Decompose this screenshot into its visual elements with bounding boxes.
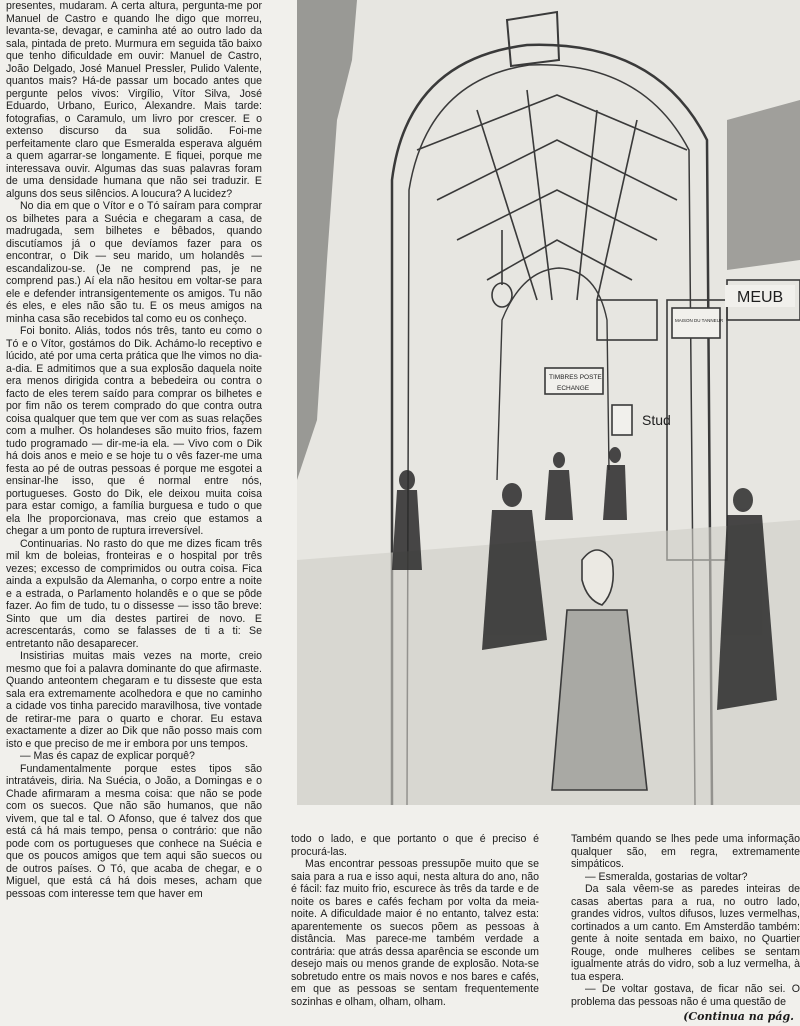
continued-note: (Continua na pág. [683,1010,794,1023]
paragraph: Da sala vêem-se as paredes inteiras de casas abertas para a rua, no outro lado, grandes vidros, vultos difusos, luzes vermelhas, cortinados a um canto. Em Amsterdão também: gente à noite sentada em baixo, no Quartier Rouge, onde mulheres celibes se sentam igualmente atrás do vidro, sob a luz vermelha, à tua espera. [571,883,800,983]
sign-maison: MAISON DU TANNEUR [675,318,724,323]
sign-studio: Stud [642,412,671,428]
paragraph: todo o lado, e que portanto o que é preciso é procurá-las. [291,833,539,858]
sign-echange: ECHANGE [557,385,590,392]
paragraph: Mas encontrar pessoas pressupõe muito que se saia para a rua e isso aqui, nesta altura do ano, não é fácil: faz muito frio, escurece às três da tarde e de noite os bares e cafés fecham por volta da meia-noite. A dificuldade maior é no entanto, talvez esta: aparentemente os suecos põem as pessoas à distância. Mas parece-me também verdade a contrária: que atrás dessa aparência se esconde um desejo mais ou menos grande de explosão. Nota-se sobretudo entre os mais novos e nos bares e cafés, em que as pessoas se sentam frequentemente sozinhas e olham, olham, olham. [291,858,539,1008]
paragraph: — Mas és capaz de explicar porquê? [20,750,195,762]
paragraph: Insistirias muitas mais vezes na morte, creio mesmo que foi a palavra dominante do que afirmaste. Quando anteontem chegaram e tu disseste que esta sala era extremamente acolhedora e que no caminho a cidade vos tinha parecido maravilhosa, tive vontade de retirar-me para o quarto e chorar. Eu estava exactamente a dizer ao Dik que não posso mais com isto e que preciso de me ir embora por uns tempos. [6,650,262,750]
sign-timbres: TIMBRES POSTE [549,374,602,381]
paragraph: — Esmeralda, gostarias de voltar? [585,870,748,883]
sign-meub: MEUB [737,289,784,306]
article-column-1 [6,0,262,1026]
article-column-3 [571,833,800,1026]
paragraph: Continuarias. No rasto do que me dizes ficam três mil km de boleias, fronteiras e o hospital por três vezes; excesso de comprimidos ou outra coisa. Fica ainda a expulsão da Alemanha, o corpo entre a noite e a estrada, o Parlamento holandês e o que se pôde fazer. Ao fim de tudo, tu o dissesse — isso tão breve: Sinto que um dia destes partirei de novo. E acrescentarás, como se falasses de ti a ti: Se entretanto não desaparecer. [6,537,262,650]
paragraph: Fundamentalmente porque estes tipos são intratáveis, diria. Na Suécia, o João, a Domingas e o Chade afirmaram a mesma coisa: que não se pode com os suecos. Que não são humanos, que não vivem, que tal e tal. O Afonso, que é talvez dos que está cá há mais tempo, pensa o contrário: que não pode com os portugueses que conhece na Suécia e que os poucos amigos que tem aqui são suecos ou de outros países. O Tó, que acaba de chegar, e o Miguel, que está cá há dois meses, acham que pessoas com interesse tem que haver em [6,762,262,900]
paragraph: No dia em que o Vítor e o Tó saíram para comprar os bilhetes para a Suécia e chegaram a casa, de madrugada, sem bilhetes e bêbados, quando discutíamos já o que devíamos fazer para os encontrar, o Dik — seu marido, um holandês — escandalizou-se. (Je ne comprend pas, je ne comprend pas.) Aí ela não hesitou em voltar-se para ele e defender intransigentemente os amigos. Tu não és eles, e eles não são tu. E os meus amigos na minha casa são recebidos tal como eu os conheço. [6,200,262,325]
arcade-illustration [297,0,800,805]
paragraph: Também quando se lhes pede uma informação qualquer são, em regra, extremamente simpáticos. [571,833,800,870]
paragraph: Foi bonito. Aliás, todos nós três, tanto eu como o Tó e o Vítor, gostámos do Dik. Achámo-lo receptivo e lúcido, até por uma certa prática que lhe vimos no dia-a-dia. E admitimos que a sua explosão daquela noite era menos dirigida contra a bebedeira ou contra o facto de eles terem saído para comprar os bilhetes e por fim não os terem comprado do que contra outra coisa qualquer que tem que ver com as suas relações com a mulher. Os holandeses são muito frios, fazem tudo programado — dir-me-ia ela. — Vivo com o Dik há dois anos e meio e se hoje tu o vês fazer-me uma festa ao pé de outras pessoas é porque me esgotei a ensinar-lhe isso, que é normal entre nós, portugueses. Gosto do Dik, ele deixou muita coisa para estar comigo, a família burguesa e tudo o que ela lhe proporcionava, mas creio que estamos a chegar a um ponto de ruptura irreversível. [6,325,262,537]
article-column-2 [291,833,539,1026]
paragraph: — De voltar gostava, de ficar não sei. O problema das pessoas não é uma questão de [571,983,800,1008]
paragraph: presentes, mudaram. A certa altura, pergunta-me por Manuel de Castro e quando lhe digo que morreu, levanta-se, devagar, e caminha até ao outro lado da sala, pintada de preto. Murmura em seguida tão baixo que tenho dificuldade em ouvir: Manuel de Castro, João Delgado, José Manuel Pressler, Pulido Valente, quantos mais? Há-de passar um bocado antes que pergunte pelos vivos: Virgílio, Vítor Silva, José Eduardo, Urbano, Eurico, Alexandre. Mais tarde: fotografias, o Caramulo, um livro por crescer. E o extenso discurso da sua solidão. Foi-me perfeitamente claro que Esmeralda esperava alguém a quem agarrar-se longamente. E fiquei, porque me interessava ouvir. Algumas das suas palavras foram de uma densidade humana que não sei traduzir. E alguns dos seus silêncios. A loucura? A lucidez? [6,0,262,200]
